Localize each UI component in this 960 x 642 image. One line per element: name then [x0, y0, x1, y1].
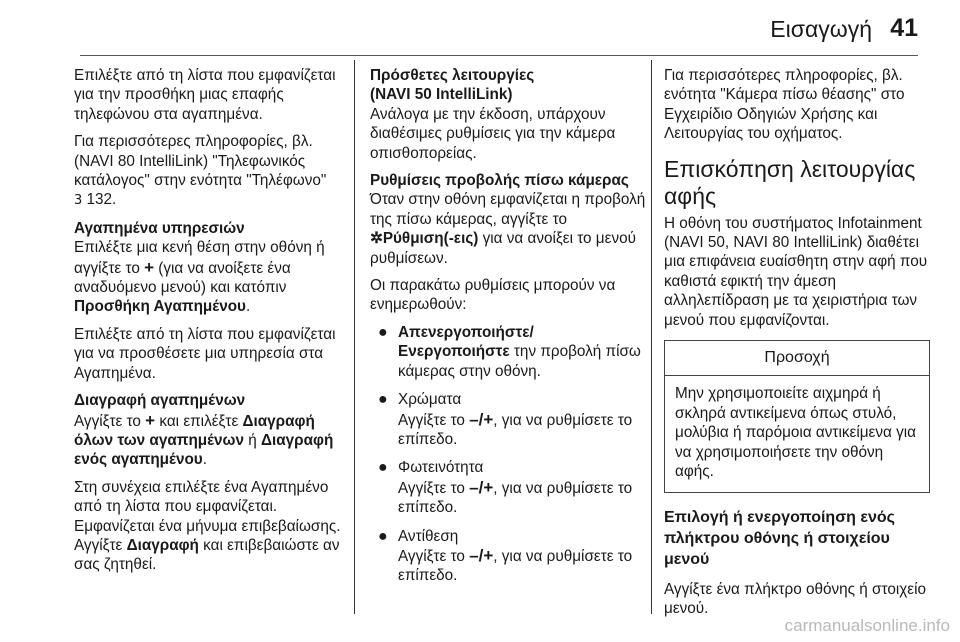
text: ή	[248, 431, 257, 449]
minus-plus-icon: –/+	[469, 477, 494, 497]
text: .	[245, 298, 251, 316]
caution-title: Προσοχή	[665, 341, 929, 376]
text: και επιβεβαιώστε αν σας ζητηθεί.	[74, 536, 340, 574]
bullet-icon: ●	[378, 391, 388, 409]
subheading: Ρυθμίσεις προβολής πίσω κάμερας	[370, 172, 629, 190]
subheading: Πρόσθετες λειτουργίες	[370, 67, 535, 84]
subheading: Αγαπημένα υπηρεσιών	[74, 219, 245, 237]
text: (για να ανοίξετε ένα αναδυόμενο μενού) και κατόπιν	[74, 259, 291, 297]
page-reference-icon: 3	[74, 193, 83, 209]
text: και επιλέξτε	[159, 412, 239, 430]
chapter-title: Εισαγωγή	[770, 16, 872, 42]
text: Επιλέξτε μια κενή θέση στην οθόνη ή αγγίξτε το	[74, 239, 325, 277]
page-reference: 132.	[86, 191, 117, 209]
menu-option-text: Προσθήκη Αγαπημένου	[74, 298, 246, 316]
bullet-icon: ●	[378, 527, 388, 545]
list-item-label: Φωτεινότητα	[398, 459, 484, 477]
menu-option-text: Διαγραφή ενός αγαπημένου	[74, 431, 334, 469]
column-divider	[651, 60, 652, 614]
text: Αγγίξτε το	[74, 412, 141, 430]
text: Στη συνέχεια επιλέξτε ένα Αγαπημένο από τη λίστα που εμφανίζεται. Εμφανίζεται ένα μήνυμα επιβεβαίωσης. Αγγίξτε	[74, 478, 341, 554]
list-item-desc	[398, 546, 648, 586]
text: για να ανοίξει το μενού ρυθμίσεων.	[370, 230, 636, 267]
bullet-icon: ●	[378, 323, 388, 341]
list-item	[370, 390, 648, 449]
list-item-label: Χρώματα	[398, 391, 462, 409]
menu-option-text: Διαγραφή	[126, 536, 199, 554]
paragraph	[74, 478, 350, 575]
paragraph: Επιλέξτε από τη λίστα που εμφανίζεται για να προσθέσετε μια υπηρεσία στα Αγαπημένα.	[74, 325, 336, 382]
list-item	[370, 323, 648, 381]
paragraph-text: Για περισσότερες πληροφορίες, βλ. (NAVI 80 IntelliLink) "Τηλεφωνικός κατάλογος" στην ενότητα "Τηλέφωνο"	[74, 133, 327, 190]
watermark: carmanualsonline.info	[784, 616, 950, 635]
text: , για να ρυθμίσετε το επίπεδο.	[398, 547, 633, 585]
column-right	[664, 66, 930, 626]
paragraph: Η οθόνη του συστήματος Infotainment (NAVI 50, NAVI 80 IntelliLink) διαθέτει μια επιφάνεια ευαίσθητη στην αφή που καθιστά εφικτή την άμεση αλληλεπίδραση με τα χειριστήρια των μενού που εμφανίζονται.	[664, 214, 928, 329]
paragraph	[74, 411, 350, 470]
list-item	[370, 458, 648, 517]
paragraph	[74, 238, 350, 317]
paragraph: Ανάλογα με την έκδοση, υπάρχουν διαθέσιμες ρυθμίσεις για την κάμερα οπισθοπορείας.	[370, 105, 616, 162]
list-item	[370, 527, 648, 586]
column-left	[74, 66, 350, 583]
menu-option-text: Διαγραφή όλων των αγαπημένων	[74, 412, 315, 449]
gear-icon: ✲	[370, 230, 383, 248]
list-item-label: Αντίθεση	[398, 527, 459, 545]
column-middle	[370, 66, 648, 595]
paragraph: Επιλέξτε από τη λίστα που εμφανίζεται για την προσθήκη μιας επαφής τηλεφώνου στα αγαπημένα.	[74, 67, 336, 123]
plus-icon: +	[145, 410, 156, 430]
minus-plus-icon: –/+	[469, 409, 494, 429]
list-item-desc	[398, 478, 648, 518]
paragraph: Αγγίξτε ένα πλήκτρο οθόνης ή στοιχείο μενού.	[664, 580, 926, 617]
text: Όταν στην οθόνη εμφανίζεται η προβολή της πίσω κάμερας, αγγίξτε το	[370, 191, 646, 228]
menu-option-text: Ρύθμιση(-εις)	[382, 230, 479, 248]
text: , για να ρυθμίσετε το επίπεδο.	[398, 479, 633, 517]
settings-list	[370, 323, 648, 586]
subheading: Διαγραφή αγαπημένων	[74, 392, 246, 410]
caution-text: Μην χρησιμοποιείτε αιχμηρά ή σκληρά αντικείμενα όπως στυλό, μολύβια ή παρόμοια αντικείμενα για να χρησιμοποιήσετε την οθόνη αφής.	[675, 385, 916, 481]
page-header	[0, 0, 960, 58]
text: .	[202, 451, 207, 469]
text: Αγγίξτε το	[398, 547, 465, 565]
subsection-title: Επιλογή ή ενεργοποίηση ενός πλήκτρου οθόνης ή στοιχείου μενού	[664, 508, 895, 568]
menu-option-text: Απενεργοποιήστε/ Ενεργοποιήστε	[398, 323, 534, 361]
paragraph: Οι παρακάτω ρυθμίσεις μπορούν να ενημερωθούν:	[370, 277, 616, 314]
bullet-icon: ●	[378, 459, 388, 477]
caution-box	[664, 340, 930, 492]
plus-icon: +	[144, 257, 155, 277]
text: την προβολή πίσω κάμερας στην οθόνη.	[398, 343, 641, 380]
paragraph	[370, 190, 648, 268]
minus-plus-icon: –/+	[469, 545, 494, 565]
text: , για να ρυθμίσετε το επίπεδο.	[398, 411, 633, 448]
section-title: Επισκόπηση λειτουργίας αφής	[664, 155, 916, 209]
column-divider	[354, 60, 355, 614]
list-item-desc	[398, 410, 648, 450]
text: Αγγίξτε το	[398, 479, 465, 497]
header-divider	[80, 55, 918, 56]
subheading: (NAVI 50 IntelliLink)	[370, 86, 513, 104]
page-number: 41	[890, 14, 918, 42]
paragraph	[74, 132, 350, 211]
paragraph: Για περισσότερες πληροφορίες, βλ. ενότητα "Κάμερα πίσω θέασης" στο Εγχειρίδιο Οδηγιών Χρήσης και Λειτουργίας του οχήματος.	[664, 67, 905, 143]
text: Αγγίξτε το	[398, 411, 465, 429]
